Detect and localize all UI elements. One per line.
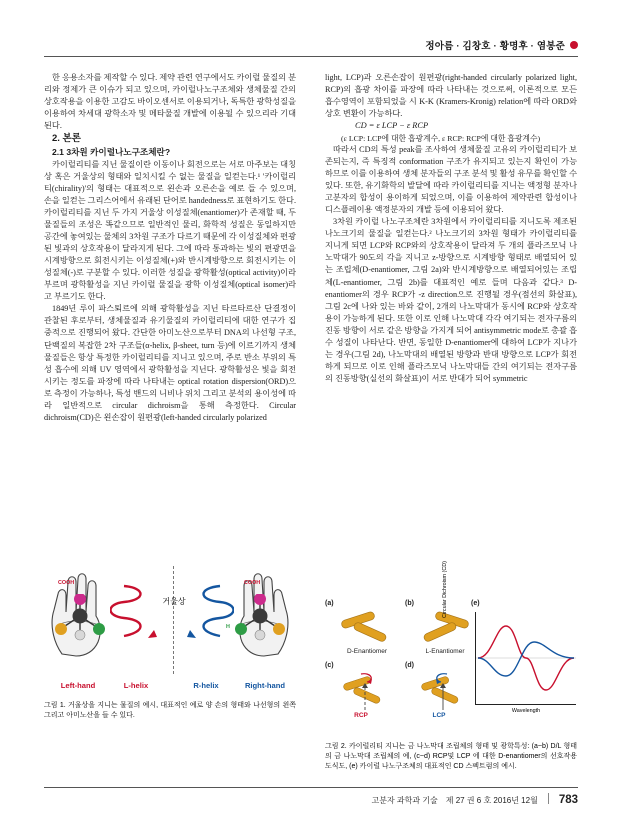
l-helix-illustration [110,580,164,642]
paragraph: light, LCP)과 오른손잡이 원편광(right-handed circularly polarized light, RCP)의 흡광 차이를 파장에 따라 나타내는 것으로써, 이론적으로 모든 흡수영역이 포함되었을 시 K-K (Kramers-Kronig) relation에 따라 ORD와 상호 변환이 가능하다. [325,73,577,119]
figure-1-label-right-hand: Right-hand [244,681,286,690]
paragraph: 3차원 카이럴 나노구조체란 3차원에서 카이럴리티를 지니도록 제조된 나노크기의 물질을 일컫는다.² 나노크기의 3차원 형태가 카이럴리티를 지니게 되면 LCP와 RCP와의 상호작용이 달라져 두 개의 플라즈모닉 나노막대가 90도의 각을 지니고 z-방향으로 시계방향 형태로 배열되어 있는 조립체(D-enantiomer, 그림 2a)와 반시계방향으로 배열되어있는 조립체(L-enantiomer, 그림 2b)를 대표적인 예로 들며 다음과 같다.³ D-enantiomer의 경우 RCP가 -z direction으로 진행될 경우(점선의 화살표), 그림 2c에 나와 있는 바와 같이, 2개의 나노막대가 동시에 RCP와 상호작용이 가능하게 된다. 또한 이로 인해 나노막대 각각 여기되는 전자구름의 진동 방향이 서로 같은 방향을 가지게 되어 antisymmetric mode로 총괄 흡수 성질이 나타난다. 반면, 동일한 D-enantiomer에 대하여 LCP가 지나가는 경우(그림 2d), 나노막대의 배열된 방향과 반대 방향으로 LCP가 회전하게 되므로 이로 인해 플라즈모닉 나노막대들 간의 여기되는 전자구름의 진동방향(실선의 화살표)이 서로 반대가 되어 symmetric [325,217,577,383]
paragraph: 따라서 CD의 특성 peak를 조사하여 생체물질 고유의 카이럴리티가 보존되는지, 즉 특징적 conformation 구조가 유지되고 있는지 확인이 가능하므로 이를 이용하여 생체 분자들의 구조 분석 및 활성 유무를 확인할 수 있다. 또한, 유기화학의 발달에 따라 카이럴리티를 지니는 액정형 분자나 고분자의 합성이 용이하게 되었으며, 이를 이용하여 제약관련 합성이나 디스플레이용 액정분자의 개발 등에 이용되어 왔다. [325,144,577,215]
section-heading: 2. 본론 [52,133,81,145]
footer [372,792,579,806]
figure-1-labels [44,681,296,695]
header-rule [44,56,578,57]
header-bullet-icon [570,41,578,49]
figure-2-panel-b-label: (b) [405,600,414,607]
subsection-heading: 2.1 3차원 카이럴나노구조체란? [52,147,171,158]
footer-journal: 고분자 과학과 기술 [371,796,438,805]
figure-2-d-enantiomer-name: D-Enantiomer [346,648,388,655]
cd-plot-x-label: Wavelength [511,708,541,714]
figure-1 [44,560,296,721]
amino-acid-model-left [50,594,110,642]
paragraph: 카이럴리티를 지닌 물질이란 이동이나 회전으로는 서로 마주보는 대칭상 혹은 거울상의 형태와 일치시킬 수 없는 물질을 일컫는다.¹ '카이럴리티(chirality)'의 형태는 대표적으로 왼손과 오른손을 예로 들 수 있으며, 손을 일컫는 그리스어에서 유래된 단어로 handedness로 표현하기도 한다. 카이럴리티를 지닌 두 가지 거울상 이성질체(enantiomer)가 존재할 때, 두 물질들의 조성은 똑같으므로 일반적인 물리, 화학적 성질은 동일하지만 공간에 놓여있는 물체의 3차원 구조가 다르기 때문에 각 이성질체와 편광된 빛과의 상호작용이 달라지게 된다. 그에 따라 통과하는 빛의 편광면을 시계방향으로 회전시키는 이성질체(+)와 반시계방향으로 회전시키는 이성질체(-)로 구분할 수 있다. 이러한 성질을 광학활성(optical activity)이라 부르며 광학활성을 지닌 카이럴 물질을 광학 이성질체(optical isomer)라고 부르기도 한다. [44,159,296,302]
equation: CD = ε LCP − ε RCP [355,121,429,131]
label-h-left: H [99,624,103,630]
mirror-label: 거울상 [162,597,186,606]
figure-2 [325,561,577,771]
figure-2-l-enantiomer-name: L-Enantiomer [425,648,465,655]
rcp-interaction-diagram [339,670,391,714]
author-names: 정아름 · 김창호 · 황명후 · 염봉준 [425,41,565,52]
cd-plot-y-label: Circular Dichroism (CD) [442,561,448,618]
figure-1-label-left-hand: Left-hand [60,681,96,690]
figure-1-label-l-helix: L-helix [123,681,149,690]
paragraph: 1849년 루이 파스퇴르에 의해 광학활성을 지닌 타르타르산 단결정이 관찰된 후로부터, 생체물질과 유기물질의 카이럴리티에 대한 연구가 집중적으로 진행되어 왔다. 간단한 아미노산으로부터 DNA의 나선형 구조, 단백질의 복잡한 2차 구조들(α-helix, β-sheet, turn 등)에 이르기까지 생체물질들은 항상 특정한 카이럴리티를 지니고 있으며, 주로 반소 부위의 특성 흡수에 의해 UV 영역에서 광학활성을 지닌다. 광학활성은 빛을 회전시키는 정도를 파장에 따라 나타내는 optical rotation dispersion(ORD)으로 측정이 가능하나, 특성 밴드의 니비나 위치 그리고 분석의 용이성에 따라 일반적으로 circular dichroism을 통해 측정한다. Circular dichroism(CD)은 왼손잡이 원편광(left-handed circularly polarized [44,304,296,422]
figure-2-lcp-label: LCP [432,712,446,719]
lcp-interaction-diagram [417,670,469,714]
label-cooh-right: COOH [244,580,261,586]
figure-2-panel-d-label: (d) [405,662,414,669]
equation-note: (ε LCP: LCP에 대한 흡광계수, ε RCP: RCP에 대한 흡광계수) [341,133,541,143]
figure-2-caption: 그림 2. 카이럴리티 지니는 금 나노막대 조립체의 형태 및 광학특성: (a~b) D/L 형태의 금 나노막대 조립체의 예, (c~d) RCP및 LCP 에 대한 D-enantiomer의 선호작용 도식도, (e) 카이럴 나노구조체의 대표적인 CD 스펙트럼의 예시. [325,743,577,770]
label-h-right: H [226,624,230,630]
footer-issue: 제 27 권 6 호 2016년 12월 [445,796,538,805]
figure-1-label-r-helix: R-helix [193,681,219,690]
figure-2-rcp-label: RCP [354,712,368,719]
figure-1-caption: 그림 1. 거울상을 지니는 물질의 예시, 대표적인 예로 양 손의 형태와 나선형의 왼쪽 그리고 아미노산을 들 수 있다. [44,702,296,719]
paragraph: 한 응용소자를 제작할 수 있다. 제약 관련 연구에서도 카이럴 물질의 분리와 정제가 큰 이슈가 되고 있으며, 카이럴나노구조체와 생체물질 간의 상호작용을 이용한 고감도 바이오센서로 이용되거나, 독특한 광학성질을 이용하여 차세대 광학소자 및 메타물질 개발에 이용될 수 있으리라 기대된다. [44,73,296,131]
right-column [325,72,577,385]
figure-2-panel-e-label: (e) [471,600,480,607]
figure-2-panel-a-label: (a) [325,600,334,607]
mirror-axis [173,566,174,674]
author-list [425,38,578,52]
label-cooh-left: COOH [58,580,75,586]
page-number: 783 [558,794,578,806]
left-column [44,72,296,424]
footer-rule [44,787,578,788]
d-enantiomer-nanorod-pair [337,610,395,646]
footer-divider [548,793,549,804]
amino-acid-model-right [230,594,290,642]
figure-2-artwork [325,561,577,728]
figure-2-panel-c-label: (c) [325,662,334,669]
figure-1-artwork [44,560,296,680]
